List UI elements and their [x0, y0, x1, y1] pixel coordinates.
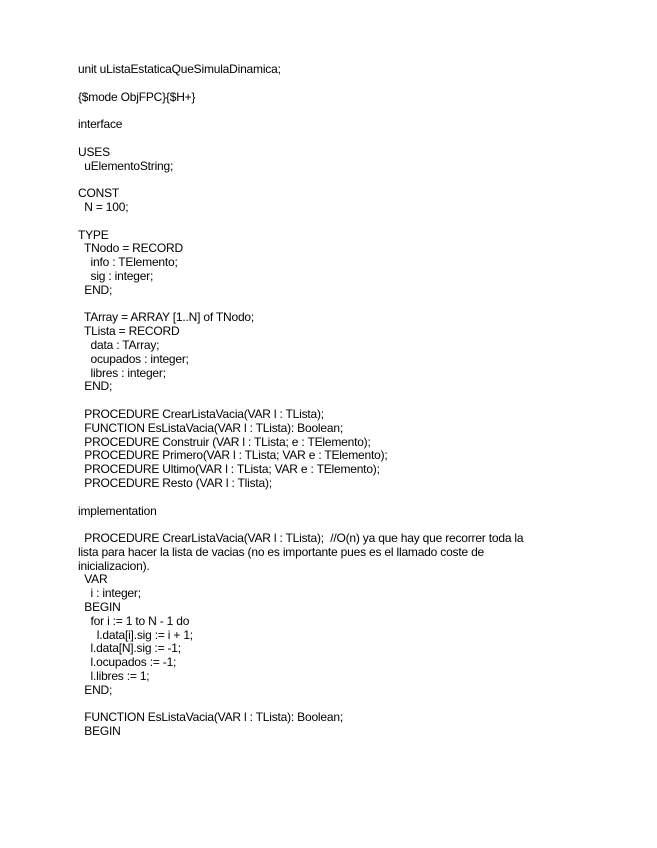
- code-line: PROCEDURE Primero(VAR l : TLista; VAR e : TElemento);: [78, 448, 388, 463]
- code-line: VAR: [78, 572, 108, 587]
- code-line: inicializacion).: [78, 558, 150, 573]
- code-line: l.data[N].sig := -1;: [78, 641, 181, 656]
- code-line: BEGIN: [78, 600, 121, 615]
- code-line: l.libres := 1;: [78, 669, 150, 684]
- code-line: TArray = ARRAY [1..N] of TNodo;: [78, 310, 255, 325]
- code-line: {$mode ObjFPC}{$H+}: [78, 89, 196, 104]
- code-line: l.ocupados := -1;: [78, 655, 177, 670]
- code-line: [78, 491, 598, 505]
- code-line: uElementoString;: [78, 158, 174, 173]
- source-code-document: [78, 63, 598, 753]
- code-line: PROCEDURE CrearListaVacia(VAR l : TLista);: [78, 406, 324, 421]
- code-line: CONST: [78, 186, 120, 201]
- code-line: [78, 132, 598, 146]
- code-line: PROCEDURE Resto (VAR l : Tlista);: [78, 475, 272, 490]
- code-line: [78, 739, 598, 753]
- code-line: END;: [78, 379, 113, 394]
- code-line: [78, 298, 598, 312]
- code-line: END;: [78, 282, 113, 297]
- code-line: interface: [78, 117, 123, 132]
- code-line: [78, 173, 598, 187]
- code-line: lista para hacer la lista de vacias (no es importante pues es el llamado coste de: [78, 544, 485, 559]
- code-line: implementation: [78, 503, 157, 518]
- code-line: PROCEDURE Construir (VAR l : TLista; e : TElemento);: [78, 434, 371, 449]
- code-line: FUNCTION EsListaVacia(VAR l : TLista): Boolean;: [78, 710, 343, 725]
- code-line: info : TElemento;: [78, 255, 178, 270]
- code-line: i : integer;: [78, 586, 141, 601]
- code-line: [78, 77, 598, 91]
- code-line: N = 100;: [78, 199, 129, 214]
- code-line: TNodo = RECORD: [78, 241, 183, 256]
- code-line: data : TArray;: [78, 337, 160, 352]
- code-line: for i := 1 to N - 1 do: [78, 613, 190, 628]
- code-line: sig : integer;: [78, 268, 154, 283]
- code-line: l.data[i].sig := i + 1;: [78, 627, 193, 642]
- code-line: unit uListaEstaticaQueSimulaDinamica;: [78, 62, 281, 76]
- code-line: END;: [78, 682, 113, 697]
- code-line: TLista = RECORD: [78, 324, 180, 339]
- code-line: [78, 518, 598, 532]
- code-line: PROCEDURE Ultimo(VAR l : TLista; VAR e : TElemento);: [78, 462, 380, 477]
- code-line: ocupados : integer;: [78, 351, 189, 366]
- code-line: [78, 394, 598, 408]
- code-line: [78, 215, 598, 229]
- code-line: PROCEDURE CrearListaVacia(VAR l : TLista); //O(n) ya que hay que recorrer toda la: [78, 531, 524, 546]
- code-line: FUNCTION EsListaVacia(VAR l : TLista): Boolean;: [78, 420, 343, 435]
- code-line: [78, 698, 598, 712]
- code-line: TYPE: [78, 227, 109, 242]
- code-line: USES: [78, 144, 110, 159]
- code-line: BEGIN: [78, 724, 121, 739]
- code-line: [78, 104, 598, 118]
- code-line: libres : integer;: [78, 365, 166, 380]
